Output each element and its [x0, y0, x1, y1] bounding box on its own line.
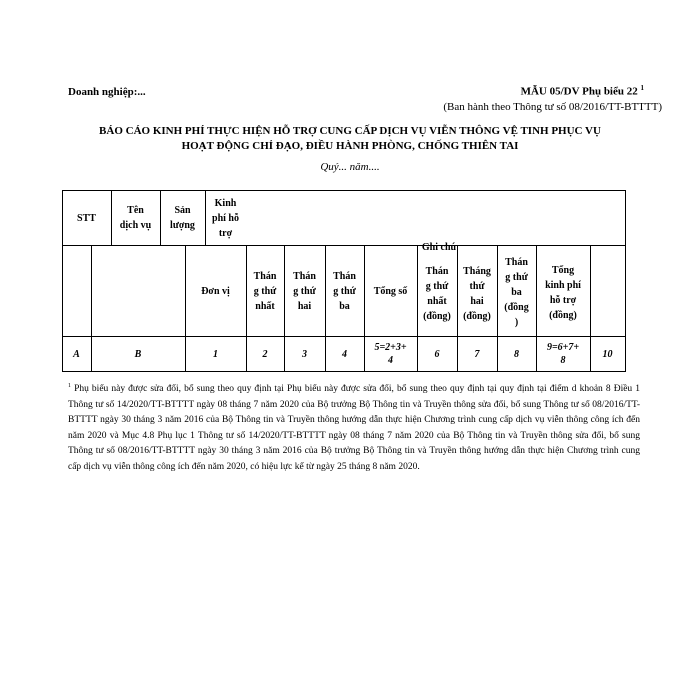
- index-cell-text: 2: [262, 348, 268, 360]
- header-budget-month-2-line: Tháng: [463, 266, 491, 277]
- header-total-support-line: Tổng: [551, 265, 575, 276]
- header-month-3-line: ba: [339, 300, 350, 312]
- index-cell-text: 4: [342, 348, 347, 360]
- header-budget-month-3-line: ): [514, 316, 519, 328]
- header-note-text: Ghi chú: [421, 241, 457, 253]
- header-month-2-line: g thứ: [293, 285, 316, 297]
- index-cell-text: 3: [302, 348, 307, 360]
- header-budget-month-2-line: (đồng): [463, 311, 491, 322]
- header-stt: [62, 192, 111, 244]
- header-total: [364, 246, 417, 336]
- form-code-footnote-mark: 1: [640, 84, 644, 92]
- header-month-1: [246, 246, 284, 336]
- footnote-text: Phụ biểu này được sửa đổi, bổ sung theo quy định tại Phụ biểu này được sửa đổi, bổ sung theo quy định tại quy định tại điểm d khoản 8 Điều 1 Thông tư số 14/2020/TT-BTTTT ngày 08 tháng 7 năm 2020 của Bộ trưởng Bộ Thông tin và Truyền thông sửa đổi, bổ sung Thông tư số 08/2016/TT-BTTTT ngày 30 tháng 3 năm 2016 của Bộ Thông tin và Truyền thông hướng dẫn thực hiện Chương trình cung cấp dịch vụ viễn thông công ích đến năm 2020 và Mục 4.8 Phụ lục 1 Thông tư số 14/2020/TT-BTTTT ngày 08 tháng 7 năm 2020 của Bộ Thông tin và Truyền thông sửa đổi, bổ sung Thông tư số 08/2016/TT-BTTTT ngày 30 tháng 3 năm 2016 của Bộ trưởng Bộ Thông tin và Truyền thông hướng dẫn thực hiện Chương trình cung cấp dịch vụ viễn thông công ích đến năm 2020, có hiệu lực kể từ ngày 25 tháng 8 năm 2020.: [68, 384, 640, 472]
- index-cell-7: [457, 337, 497, 371]
- header-total-support-line: kinh phí: [545, 280, 581, 291]
- index-cell-a: [62, 337, 91, 371]
- index-cell-9: [536, 337, 590, 371]
- report-period: Quý... năm....: [320, 161, 380, 173]
- index-cell-text: 1: [213, 348, 218, 360]
- header-output: [160, 192, 205, 244]
- issued-by-note: (Ban hành theo Thông tư số 08/2016/TT-BTTTT): [443, 101, 662, 113]
- header-service-name: [111, 192, 160, 244]
- report-title-line-1: BÁO CÁO KINH PHÍ THỰC HIỆN HỖ TRỢ CUNG CẤP DỊCH VỤ VIỄN THÔNG VỆ TINH PHỤC VỤ: [99, 125, 601, 137]
- table-border-top: [62, 190, 626, 191]
- footnote-mark: 1: [68, 383, 71, 389]
- header-unit-text: Đơn vị: [201, 285, 230, 297]
- header-service-line: Tên: [127, 205, 144, 216]
- index-cell-6: [417, 337, 457, 371]
- header-support-budget: [205, 192, 246, 244]
- index-cell-text: 8: [560, 355, 566, 366]
- header-budget-month-3-line: ba: [511, 286, 522, 298]
- form-code-text: MẪU 05/DV Phụ biểu 22: [520, 85, 638, 98]
- header-service-line: dịch vụ: [119, 220, 152, 231]
- header-output-line: lượng: [170, 220, 195, 231]
- header-total-support: [536, 252, 590, 334]
- index-cell-2: [246, 337, 284, 371]
- index-cell-5: [364, 337, 417, 371]
- header-budget-month-2-line: hai: [470, 296, 484, 307]
- header-budget-month-1-line: Thán: [425, 266, 449, 277]
- header-total-support-line: hỗ trợ: [549, 295, 577, 306]
- form-code: [521, 84, 644, 98]
- header-budget-month-3-line: Thán: [505, 256, 528, 268]
- index-cell-text: A: [73, 348, 80, 360]
- index-cell-text: 5=2+3+: [374, 342, 407, 353]
- header-budget-month-1-line: (đồng): [423, 311, 451, 322]
- index-cell-text: 6: [434, 348, 440, 360]
- header-stt-text: STT: [77, 212, 96, 224]
- header-month-2: [284, 246, 325, 336]
- index-cell-3: [284, 337, 325, 371]
- header-budget-month-2-line: thứ: [469, 281, 485, 292]
- header-budget-month-1: [417, 254, 457, 334]
- enterprise-label: Doanh nghiệp:...: [68, 86, 146, 98]
- header-budget-month-3-line: g thứ: [505, 271, 528, 283]
- header-budget-month-3: [497, 248, 536, 336]
- header-budget-month-1-line: g thứ: [425, 281, 449, 292]
- header-budget-month-2: [457, 254, 497, 334]
- index-cell-b: [91, 337, 185, 371]
- header-month-3: [325, 246, 364, 336]
- report-title-line-2: HOẠT ĐỘNG CHỈ ĐẠO, ĐIỀU HÀNH PHÒNG, CHỐNG THIÊN TAI: [181, 140, 519, 152]
- header-budget-month-1-line: nhất: [427, 296, 447, 307]
- index-cell-text: 9=6+7+: [546, 342, 580, 353]
- header-note: [415, 240, 463, 254]
- index-cell-text: 8: [514, 348, 519, 360]
- header-total-support-line: (đồng): [549, 310, 577, 321]
- index-cell-text: B: [134, 348, 142, 360]
- table-border-bottom: [62, 371, 626, 372]
- header-budget-line: phí hỗ: [212, 212, 239, 224]
- header-output-line: Sản: [174, 205, 191, 216]
- index-cell-8: [497, 337, 536, 371]
- header-month-3-line: Thán: [333, 270, 356, 282]
- header-budget-line: trợ: [218, 227, 233, 239]
- index-cell-text: 4: [388, 355, 393, 366]
- header-month-2-line: hai: [297, 300, 312, 312]
- index-cell-10: [590, 337, 625, 371]
- index-cell-text: 10: [602, 348, 613, 360]
- header-month-3-line: g thứ: [333, 285, 356, 297]
- table-border-right: [625, 190, 626, 371]
- header-month-1-line: g thứ: [253, 285, 277, 297]
- header-month-1-line: Thán: [253, 270, 277, 282]
- index-cell-4: [325, 337, 364, 371]
- header-budget-month-3-line: (đồng: [504, 301, 529, 313]
- index-cell-1: [185, 337, 246, 371]
- index-cell-text: 7: [474, 348, 480, 360]
- footnote: [68, 379, 640, 475]
- header-month-2-line: Thán: [293, 270, 316, 282]
- header-budget-line: Kinh: [214, 197, 237, 209]
- header-total-text: Tổng số: [373, 285, 408, 297]
- header-unit: [185, 246, 246, 336]
- header-month-1-line: nhất: [255, 300, 275, 312]
